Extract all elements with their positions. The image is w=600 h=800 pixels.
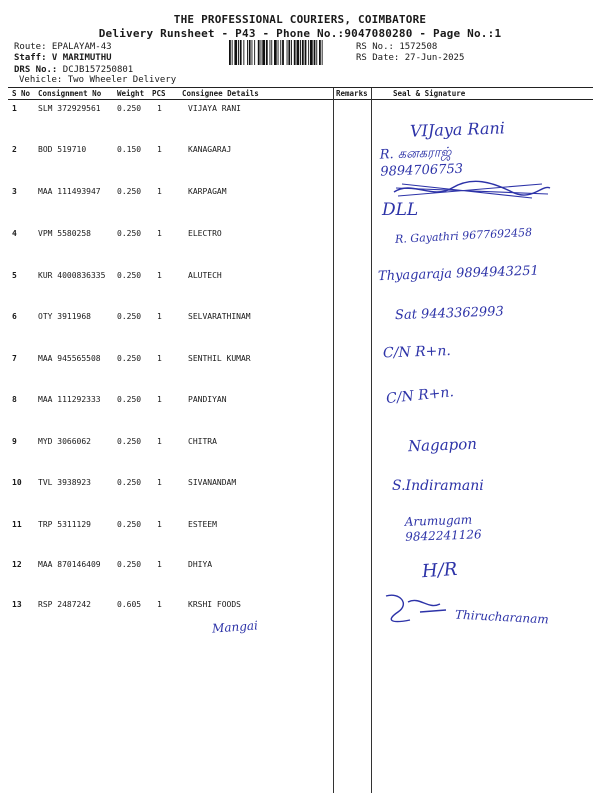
staff-info: Staff: V MARIMUTHU xyxy=(14,53,112,63)
row-weight: 0.250 xyxy=(117,187,142,196)
col-pcs: PCS xyxy=(152,89,166,98)
row-pcs: 1 xyxy=(157,145,162,154)
signature-10: S.Indiramani xyxy=(392,478,484,494)
signature-7: C/N R+n. xyxy=(382,343,452,362)
signature-12: H/R xyxy=(421,558,459,583)
barcode-bar xyxy=(270,40,271,65)
signature-6: Sat 9443362993 xyxy=(394,304,504,324)
rs-number: RS No.: 1572508 xyxy=(356,42,438,52)
col-signature: Seal & Signature xyxy=(393,89,466,98)
row-weight: 0.605 xyxy=(117,600,142,609)
row-consignment-no: TVL 3938923 xyxy=(38,478,91,487)
signature-8: C/N R+n. xyxy=(385,384,455,408)
row-pcs: 1 xyxy=(157,354,162,363)
col-sno: S No xyxy=(12,89,31,98)
row-weight: 0.250 xyxy=(117,229,142,238)
row-consignment-no: OTY 3911968 xyxy=(38,312,91,321)
row-consignment-no: MAA 870146409 xyxy=(38,560,101,569)
row-consignment-no: RSP 2487242 xyxy=(38,600,91,609)
barcode-bar xyxy=(258,40,260,65)
row-sno: 7 xyxy=(12,354,17,363)
row-pcs: 1 xyxy=(157,187,162,196)
barcode-bar xyxy=(302,40,304,65)
row-weight: 0.250 xyxy=(117,271,142,280)
barcode-bar xyxy=(229,40,231,65)
row-consignment-no: VPM 5580258 xyxy=(38,229,91,238)
vehicle-info: Vehicle: Two Wheeler Delivery xyxy=(19,75,177,85)
handwritten-name-mangai: Mangai xyxy=(211,618,259,636)
rs-date: RS Date: 27-Jun-2025 xyxy=(356,53,465,63)
row-consignment-no: MAA 111292333 xyxy=(38,395,101,404)
row-consignment-no: TRP 5311129 xyxy=(38,520,91,529)
row-sno: 2 xyxy=(12,145,17,154)
barcode-bar xyxy=(288,40,290,65)
barcode-bar xyxy=(287,40,288,65)
barcode-bar xyxy=(254,40,255,65)
scribbled-out-signature xyxy=(392,178,552,202)
barcode-bar xyxy=(319,40,321,65)
barcode-bar xyxy=(249,40,251,65)
row-sno: 3 xyxy=(12,187,17,196)
table-row xyxy=(8,350,593,391)
row-consignee: KARPAGAM xyxy=(188,187,227,196)
row-weight: 0.250 xyxy=(117,395,142,404)
barcode-bar xyxy=(274,40,277,65)
table-row xyxy=(8,474,593,515)
row-pcs: 1 xyxy=(157,395,162,404)
row-sno: 10 xyxy=(12,478,22,487)
barcode-bar xyxy=(238,40,239,65)
barcode-bar xyxy=(262,40,265,65)
row-consignee: ELECTRO xyxy=(188,229,222,238)
drs-info xyxy=(14,65,133,75)
route-info: Route: EPALAYAM-43 xyxy=(14,42,112,52)
signature-3: DLL xyxy=(382,200,419,220)
row-consignment-no: MAA 945565508 xyxy=(38,354,101,363)
signature-2: R. கனகராஜ் 9894706753 xyxy=(379,145,464,180)
row-pcs: 1 xyxy=(157,600,162,609)
barcode-bar xyxy=(282,40,284,65)
row-pcs: 1 xyxy=(157,312,162,321)
row-sno: 6 xyxy=(12,312,17,321)
row-weight: 0.150 xyxy=(117,145,142,154)
row-weight: 0.250 xyxy=(117,560,142,569)
row-sno: 12 xyxy=(12,560,22,569)
signature-13: Thirucharanam xyxy=(454,607,550,627)
table-row xyxy=(8,391,593,432)
barcode-bar xyxy=(300,40,301,65)
row-sno: 9 xyxy=(12,437,17,446)
signature-9: Nagapon xyxy=(407,434,478,456)
row-consignee: KRSHI FOODS xyxy=(188,600,241,609)
table-header xyxy=(8,88,593,100)
row-consignment-no: KUR 4000836335 xyxy=(38,271,106,280)
row-sno: 5 xyxy=(12,271,17,280)
barcode-bar xyxy=(232,40,233,65)
company-title: THE PROFESSIONAL COURIERS, COIMBATORE xyxy=(173,13,427,26)
row-consignee: SIVANANDAM xyxy=(188,478,237,487)
barcode-bar xyxy=(297,40,300,65)
col-consignment: Consignment No xyxy=(38,89,102,98)
barcode-bar xyxy=(240,40,242,65)
row-pcs: 1 xyxy=(157,520,162,529)
row-weight: 0.250 xyxy=(117,437,142,446)
drs-label: DRS No.: xyxy=(14,65,58,75)
signature-1: VIJaya Rani xyxy=(409,118,506,141)
row-weight: 0.250 xyxy=(117,104,142,113)
row-consignee: SELVARATHINAM xyxy=(188,312,251,321)
signature-scrawl xyxy=(380,590,450,630)
row-consignee: KANAGARAJ xyxy=(188,145,232,154)
barcode-bar xyxy=(316,40,317,65)
row-weight: 0.250 xyxy=(117,354,142,363)
row-weight: 0.250 xyxy=(117,312,142,321)
row-weight: 0.250 xyxy=(117,520,142,529)
col-weight: Weight xyxy=(117,89,145,98)
table-row xyxy=(8,100,593,141)
signature-11: Arumugam 9842241126 xyxy=(404,512,482,544)
row-sno: 13 xyxy=(12,600,22,609)
row-consignment-no: MYD 3066062 xyxy=(38,437,91,446)
row-consignee: CHITRA xyxy=(188,437,217,446)
row-pcs: 1 xyxy=(157,104,162,113)
row-consignee: ESTEEM xyxy=(188,520,217,529)
barcode-bar xyxy=(278,40,279,65)
row-consignment-no: SLM 372929561 xyxy=(38,104,101,113)
row-consignment-no: MAA 111493947 xyxy=(38,187,101,196)
barcode-bar xyxy=(234,40,237,65)
row-consignment-no: BOD 519710 xyxy=(38,145,87,154)
drs-value: DCJB157250801 xyxy=(62,65,134,75)
signature-4: R. Gayathri 9677692458 xyxy=(394,225,533,246)
row-consignee: SENTHIL KUMAR xyxy=(188,354,251,363)
table-row xyxy=(8,556,593,597)
signature-5: Thyagaraja 9894943251 xyxy=(377,263,540,285)
table-row xyxy=(8,433,593,474)
barcode-bar xyxy=(291,40,292,65)
row-sno: 11 xyxy=(12,520,22,529)
barcode-bar xyxy=(247,40,248,65)
barcode-bar xyxy=(314,40,316,65)
row-pcs: 1 xyxy=(157,271,162,280)
row-pcs: 1 xyxy=(157,437,162,446)
barcode-bar xyxy=(305,40,307,65)
barcode-bar xyxy=(261,40,262,65)
row-consignee: PANDIYAN xyxy=(188,395,227,404)
barcode-bar xyxy=(308,40,309,65)
barcode-bar xyxy=(266,40,268,65)
barcode-bar xyxy=(322,40,323,65)
barcode-bar xyxy=(243,40,244,65)
row-sno: 4 xyxy=(12,229,17,238)
barcode-bar xyxy=(252,40,253,65)
barcode-bar xyxy=(294,40,296,65)
row-weight: 0.250 xyxy=(117,478,142,487)
row-pcs: 1 xyxy=(157,229,162,238)
barcode xyxy=(229,40,349,65)
col-remarks: Remarks xyxy=(336,89,368,98)
col-consignee: Consignee Details xyxy=(182,89,259,98)
barcode-bar xyxy=(280,40,281,65)
barcode-bar xyxy=(271,40,272,65)
row-pcs: 1 xyxy=(157,560,162,569)
runsheet-title: Delivery Runsheet - P43 - Phone No.:9047080280 - Page No.:1 xyxy=(98,27,502,40)
row-consignee: DHIYA xyxy=(188,560,213,569)
row-consignee: ALUTECH xyxy=(188,271,222,280)
row-consignee: VIJAYA RANI xyxy=(188,104,241,113)
row-sno: 8 xyxy=(12,395,17,404)
barcode-bar xyxy=(310,40,313,65)
row-pcs: 1 xyxy=(157,478,162,487)
row-sno: 1 xyxy=(12,104,17,113)
